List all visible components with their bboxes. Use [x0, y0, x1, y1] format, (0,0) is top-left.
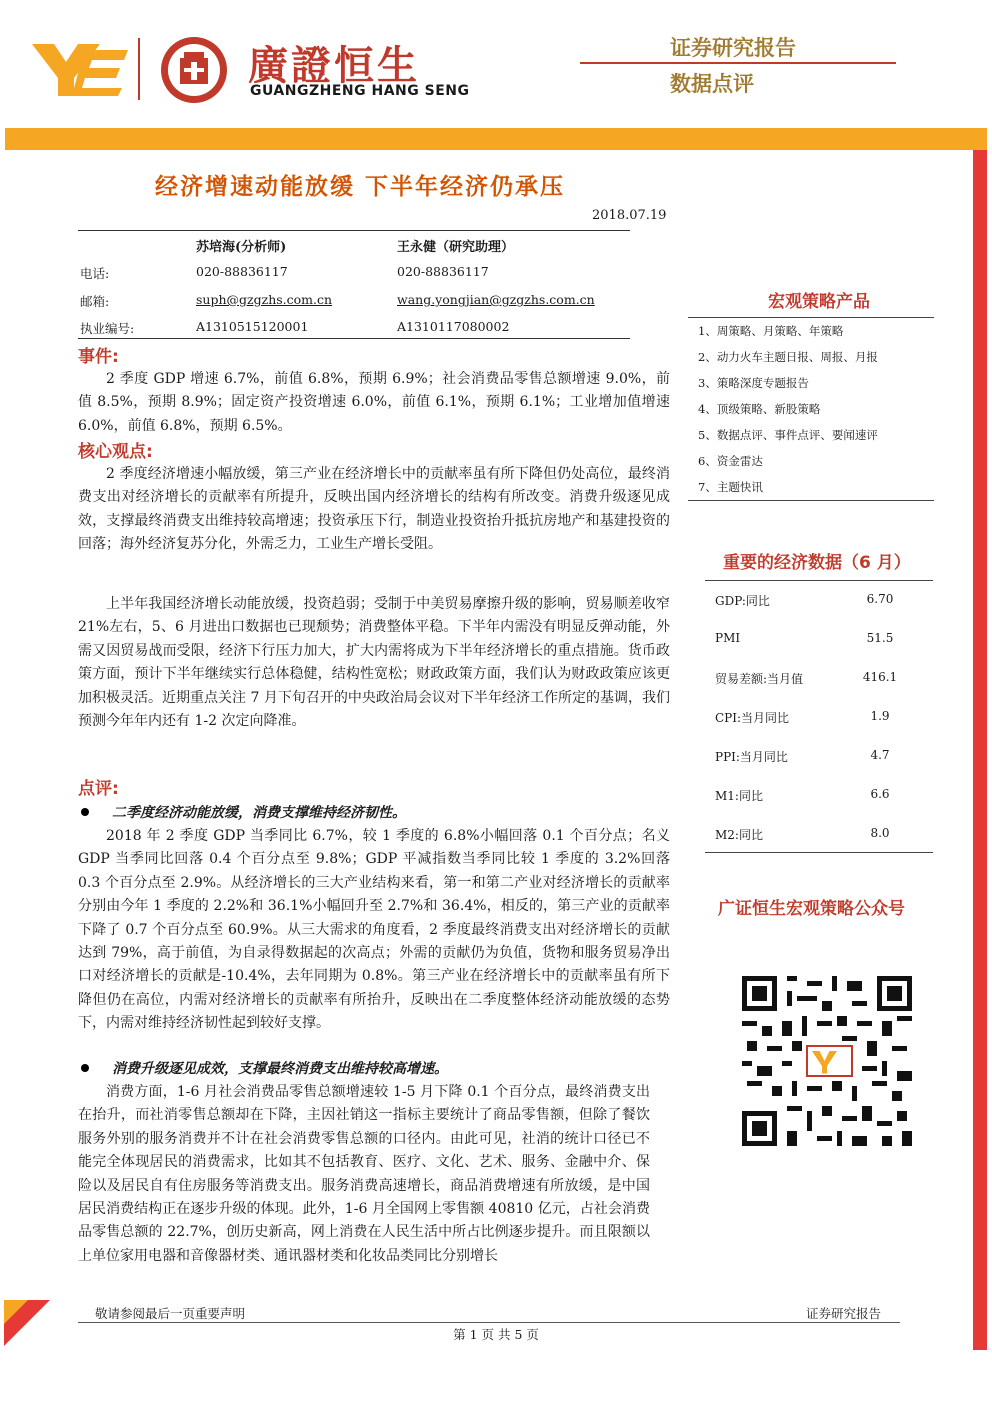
econ-value-cpi: 1.9 — [870, 709, 890, 723]
seal-logo-icon — [160, 36, 228, 104]
email-label: 邮箱: — [80, 294, 110, 309]
assistant-phone: 020-88836117 — [397, 264, 489, 279]
report-date: 2018.07.19 — [592, 208, 667, 223]
bullet-paragraph-2: 消费方面，1-6 月社会消费品零售总额增速较 1-5 月下降 0.1 个百分点，最终消费支出在抬升，而社消零售总额却在下降，主因社销这一指标主要统计了商品零售额，但除了餐饮服务外别的服务消费并不计在社会消费零售总额的口径内。由此可见，社消的统计口径已不能完全体现居民的消费需求，比如其不包括教育、医疗、文化、艺术、服务、金融中介、保险以及居民自有住房服务等消费支出。服务消费高速增长，商品消费增速有所放缓，是中国居民消费结构正在逐步升级的体现。此外，1-6 月全国网上零售额 40810 亿元，占社会消费品零售总额的 22.7%，创历史新高，网上消费在人民生活中所占比例逐步提升。而且限额以上单位家用电器和音像器材类、通讯器材类和化妆品类同比分别增长 — [78, 1084, 650, 1264]
logo-divider — [138, 38, 140, 100]
bullet-dot — [81, 808, 89, 816]
econ-label-cpi: CPI:当月同比 — [715, 711, 790, 725]
assistant-name: 王永健（研究助理） — [397, 240, 515, 255]
author-table-bottom-rule — [78, 338, 630, 339]
sidebar-rule — [688, 500, 934, 501]
assistant-license: A1310117080002 — [397, 319, 510, 334]
core-paragraph-1: 2 季度经济增速小幅放缓，第三产业在经济增长中的贡献率虽有所下降但仍处高位，最终消费支出对经济增长的贡献率有所提升，反映出国内经济增长的结构有所改变。消费升级逐见成效，支撑最终消费支出维持较高增速；投资承压下行，制造业投资抬升抵抗房地产和基建投资的回落；海外经济复苏分化，外需乏力，工业生产增长受阻。 — [78, 466, 670, 553]
econ-label-m1: M1:同比 — [715, 789, 763, 803]
sidebar-rule — [688, 317, 934, 318]
bullet-heading-2: 消费升级逐见成效，支撑最终消费支出维持较高增速。 — [112, 1061, 448, 1077]
product-item: 7、主题快讯 — [698, 480, 763, 494]
product-item: 4、顶级策略、新股策略 — [698, 402, 821, 416]
product-item: 6、资金雷达 — [698, 454, 763, 468]
analyst-license: A1310515120001 — [196, 319, 309, 334]
bullet-heading-1: 二季度经济动能放缓，消费支撑维持经济韧性。 — [112, 805, 406, 821]
author-table-top-rule — [78, 230, 630, 231]
assistant-email-link[interactable]: wang.yongjian@gzgzhs.com.cn — [397, 292, 595, 307]
sidebar-rule — [705, 852, 933, 853]
footer-disclaimer: 敬请参阅最后一页重要声明 — [95, 1306, 246, 1321]
bullet-paragraph-1: 2018 年 2 季度 GDP 当季同比 6.7%，较 1 季度的 6.8%小幅回落 0.1 个百分点；名义 GDP 当季同比回落 0.4 个百分点至 9.8%；GDP 平减指数当季同比较 1 季度的 3.2%回落 0.3 个百分点至 2.9%。从经济增长的三大产业结构来看，第一和第二产业对经济增长的贡献率分别由今年 1 季度的 2.2%和 36.1%小幅回升至 2.7%和 36.4%，相反的，第三产业的贡献率下降了 0.7 个百分点至 60.9%。从三大需求的角度看，2 季度最终消费支出对经济增长的贡献达到 79%，高于前值，为自录得数据起的次高点；外需的贡献仍为负值，货物和服务贸易净出口对经济增长的贡献是-10.4%，去年同期为 0.8%。第三产业在经济增长中的贡献率虽有所下降但仍在高位，内需对经济增长的贡献率有所抬升，反映出在二季度整体经济动能放缓的态势下，内需对维持经济韧性起到较好支撑。 — [78, 828, 670, 1032]
report-title: 经济增速动能放缓 下半年经济仍承压 — [155, 173, 566, 200]
document-type: 证券研究报告 — [670, 36, 796, 60]
econ-value-m1: 6.6 — [870, 787, 890, 801]
core-view-heading: 核心观点: — [78, 442, 153, 462]
analyst-name: 苏培海(分析师) — [196, 240, 287, 255]
license-label: 执业编号: — [80, 321, 135, 336]
event-heading: 事件: — [78, 347, 119, 367]
header-rule — [580, 62, 896, 64]
company-logo-icon — [32, 40, 128, 98]
economic-data-heading: 重要的经济数据（6 月） — [723, 553, 911, 573]
page-number: 第 1 页 共 5 页 — [453, 1327, 539, 1342]
product-item: 2、动力火车主题日报、周报、月报 — [698, 350, 878, 364]
analyst-email-link[interactable]: suph@gzgzhs.com.cn — [196, 292, 333, 307]
econ-label-trade: 贸易差额:当月值 — [715, 672, 804, 686]
econ-value-gdp: 6.70 — [866, 592, 894, 606]
analyst-phone: 020-88836117 — [196, 264, 288, 279]
bullet-dot — [81, 1064, 89, 1072]
product-item: 1、周策略、月策略、年策略 — [698, 324, 844, 338]
wechat-heading: 广证恒生宏观策略公众号 — [718, 899, 905, 919]
econ-label-pmi: PMI — [715, 631, 741, 645]
product-item: 3、策略深度专题报告 — [698, 376, 809, 390]
footer-report-type: 证券研究报告 — [806, 1306, 882, 1321]
core-paragraph-2: 上半年我国经济增长动能放缓，投资趋弱；受制于中美贸易摩擦升级的影响，贸易顺差收窄 21%左右，5、6 月进出口数据也已现颓势；消费整体平稳。下半年内需没有明显反弹动能，外需又因贸易战而受限，经济下行压力加大，扩大内需将成为下半年经济增长的重点措施。货币政策方面，预计下半年继续实行总体稳健，结构性宽松；财政政策方面，我们认为财政政策应该更加积极灵活。近期重点关注 7 月下旬召开的中央政治局会议对下半年经济工作所定的基调，我们预测今年年内还有 1-2 次定向降准。 — [78, 596, 670, 730]
header-band — [5, 128, 987, 150]
qr-code-icon[interactable] — [742, 975, 912, 1147]
macro-products-heading: 宏观策略产品 — [768, 292, 870, 312]
sidebar-rule — [705, 580, 933, 581]
event-paragraph: 2 季度 GDP 增速 6.7%，前值 6.8%，预期 6.9%；社会消费品零售总额增速 9.0%，前值 8.5%，预期 8.9%；固定资产投资增速 6.0%，前值 6.1%，预期 6.1%；工业增加值增速 6.0%，前值 6.8%，预期 6.5%。 — [78, 371, 670, 434]
right-edge-stripe — [973, 150, 987, 1350]
econ-value-ppi: 4.7 — [870, 748, 890, 762]
econ-value-pmi: 51.5 — [866, 631, 894, 645]
econ-label-gdp: GDP:同比 — [715, 594, 770, 608]
footer-corner-orange — [4, 1300, 28, 1324]
econ-label-ppi: PPI:当月同比 — [715, 750, 788, 764]
comment-heading: 点评: — [78, 779, 119, 799]
document-subtype: 数据点评 — [670, 72, 754, 96]
econ-value-trade: 416.1 — [862, 670, 898, 684]
econ-value-m2: 8.0 — [870, 826, 890, 840]
brand-name-cn: 廣證恒生 — [248, 43, 420, 89]
econ-label-m2: M2:同比 — [715, 828, 763, 842]
footer-rule — [78, 1322, 900, 1323]
brand-name-en: GUANGZHENG HANG SENG — [250, 83, 470, 99]
phone-label: 电话: — [80, 266, 110, 281]
product-item: 5、数据点评、事件点评、要闻速评 — [698, 428, 878, 442]
